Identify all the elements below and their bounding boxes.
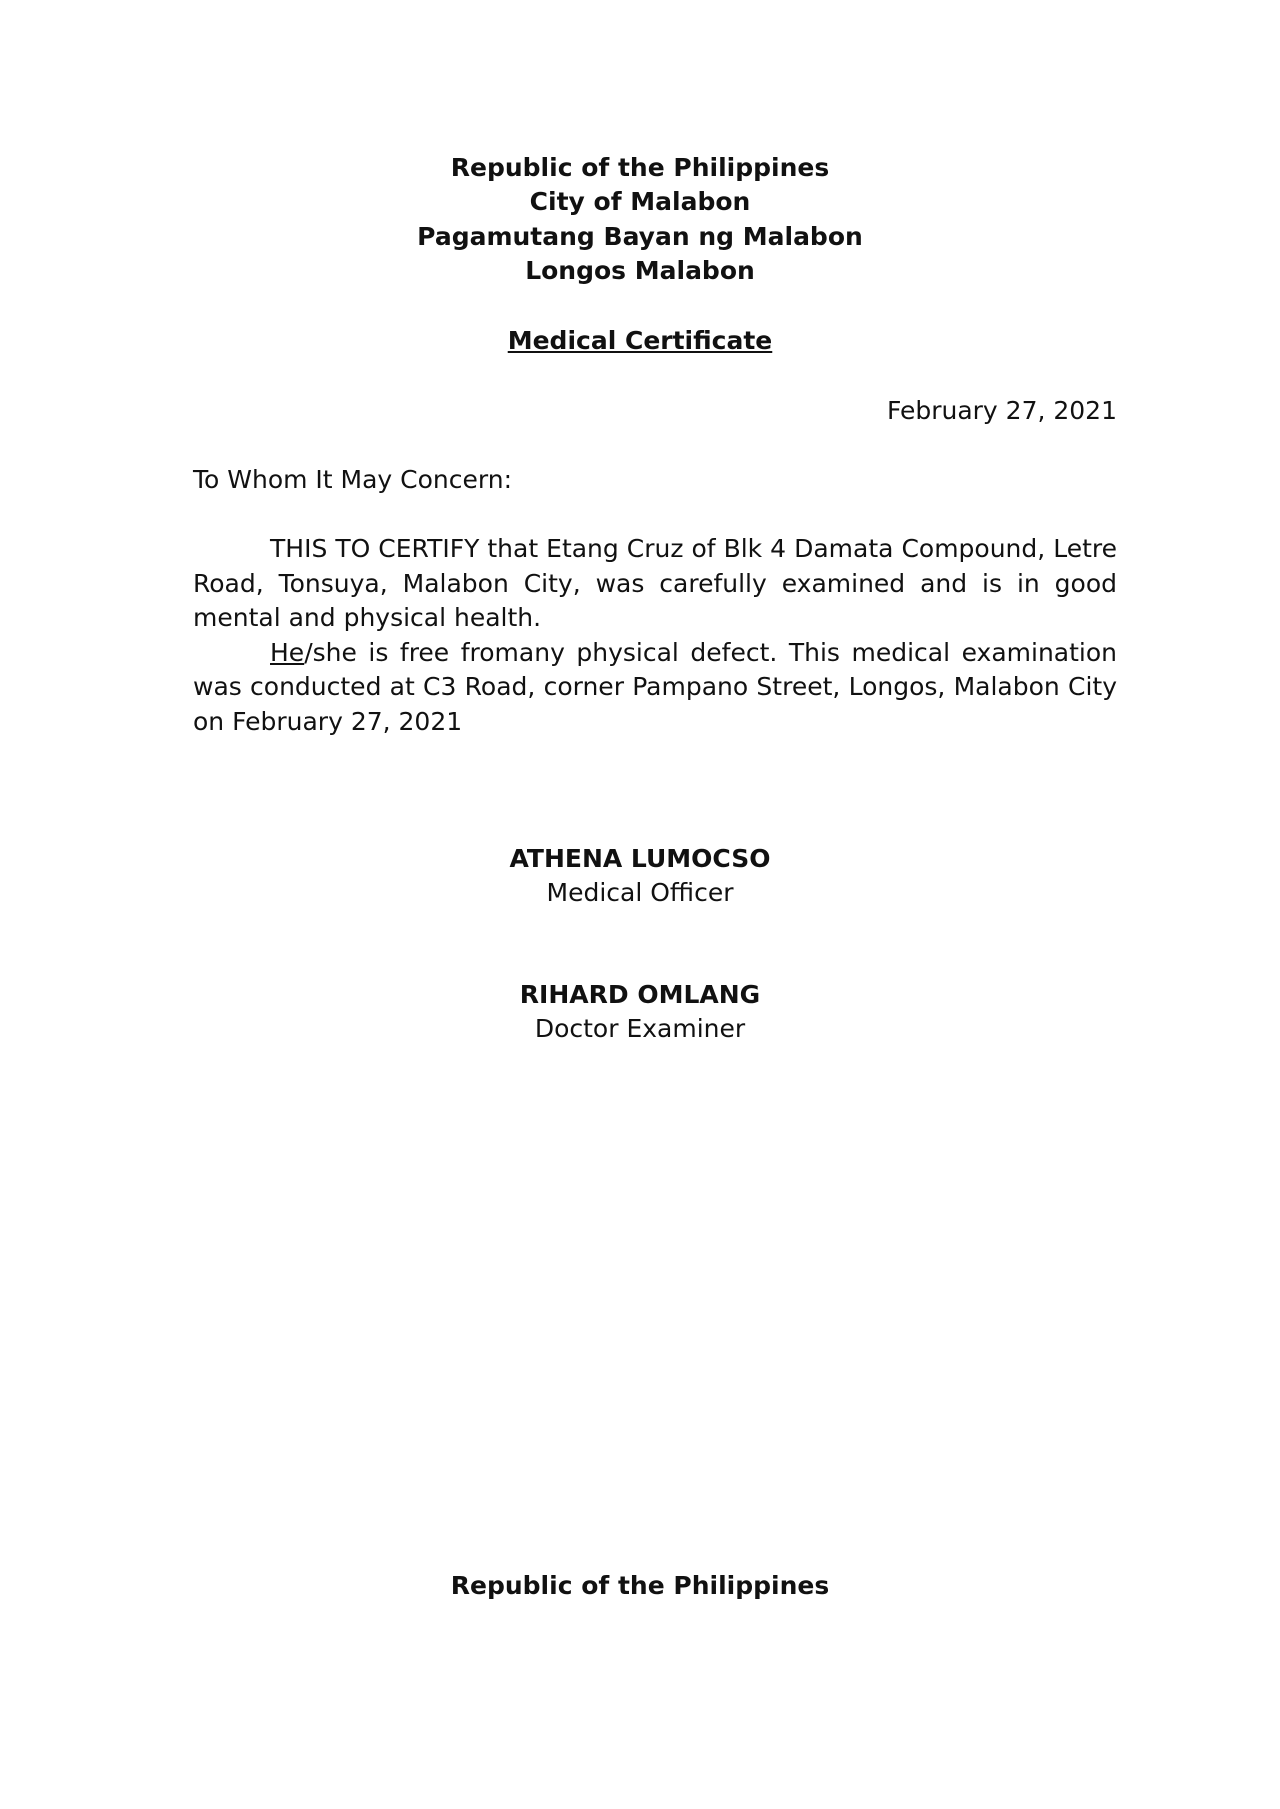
certificate-body: [193, 532, 1117, 740]
signatory-1-name: ATHENA LUMOCSO: [509, 844, 771, 873]
certificate-date: February 27, 2021: [886, 396, 1117, 425]
pronoun-underlined: He: [270, 637, 305, 667]
header-location: Longos Malabon: [525, 256, 755, 285]
header-city: City of Malabon: [529, 187, 751, 216]
header-hospital: Pagamutang Bayan ng Malabon: [417, 222, 863, 251]
body-paragraph-2: [193, 636, 1117, 740]
next-page-header-republic: Republic of the Philippines: [450, 1571, 830, 1600]
certificate-title: [0, 324, 1280, 358]
certificate-title-text: Medical Certificate: [507, 326, 773, 355]
signatory-2-title: Doctor Examiner: [534, 1014, 746, 1043]
body-paragraph-1: THIS TO CERTIFY that Etang Cruz of Blk 4 Damata Compound, Letre Road, Tonsuya, Malabon City, was carefully examined and is in good mental and physical health.: [193, 534, 1117, 633]
signatory-1-title: Medical Officer: [546, 878, 734, 907]
body-paragraph-2-text: /she is free fromany physical defect. This medical examination was conducted at C3 Road, corner Pampano Street, Longos, Malabon City on February 27, 2021: [193, 637, 1117, 736]
salutation: To Whom It May Concern:: [193, 465, 513, 494]
signatory-2-name: RIHARD OMLANG: [519, 980, 761, 1009]
header-republic: Republic of the Philippines: [450, 153, 830, 182]
